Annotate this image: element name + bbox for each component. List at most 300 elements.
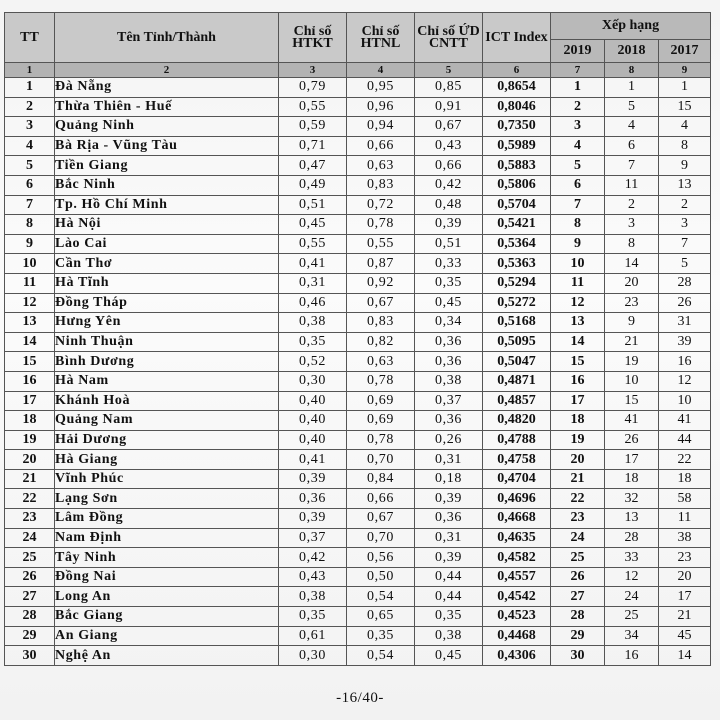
rank-2017: 5 — [659, 254, 711, 274]
htnl-value: 0,63 — [347, 156, 415, 176]
header-htkt: Chỉ số HTKT — [279, 13, 347, 63]
rank-2019: 8 — [551, 215, 605, 235]
table-row — [5, 293, 711, 313]
ict-index-value: 0,5704 — [483, 195, 551, 215]
udcntt-value: 0,37 — [415, 391, 483, 411]
table-row — [5, 215, 711, 235]
header-year-2019: 2019 — [551, 40, 605, 63]
htnl-value: 0,87 — [347, 254, 415, 274]
htnl-value: 0,66 — [347, 489, 415, 509]
rank-2019: 6 — [551, 175, 605, 195]
province-name: Hà Nam — [55, 371, 279, 391]
ict-index-value: 0,4758 — [483, 450, 551, 470]
ict-index-value: 0,5272 — [483, 293, 551, 313]
rank-2017: 31 — [659, 313, 711, 333]
rank-2018: 18 — [605, 469, 659, 489]
htnl-value: 0,69 — [347, 391, 415, 411]
province-name: Vĩnh Phúc — [55, 469, 279, 489]
ict-index-value: 0,5364 — [483, 234, 551, 254]
htnl-value: 0,55 — [347, 234, 415, 254]
rank-2017: 16 — [659, 352, 711, 372]
row-tt: 18 — [5, 411, 55, 431]
rank-2019: 2 — [551, 97, 605, 117]
row-tt: 20 — [5, 450, 55, 470]
header-province-name: Tên Tỉnh/Thành — [55, 13, 279, 63]
rank-2019: 11 — [551, 273, 605, 293]
table-body — [5, 78, 711, 666]
province-name: Cần Thơ — [55, 254, 279, 274]
rank-2019: 30 — [551, 646, 605, 666]
row-tt: 4 — [5, 136, 55, 156]
rank-2019: 4 — [551, 136, 605, 156]
province-name: Hà Nội — [55, 215, 279, 235]
udcntt-value: 0,39 — [415, 489, 483, 509]
rank-2017: 20 — [659, 567, 711, 587]
ict-index-value: 0,4820 — [483, 411, 551, 431]
htnl-value: 0,96 — [347, 97, 415, 117]
htkt-value: 0,41 — [279, 254, 347, 274]
ict-index-value: 0,5363 — [483, 254, 551, 274]
rank-2019: 5 — [551, 156, 605, 176]
rank-2018: 23 — [605, 293, 659, 313]
udcntt-value: 0,18 — [415, 469, 483, 489]
row-tt: 19 — [5, 430, 55, 450]
htnl-value: 0,56 — [347, 548, 415, 568]
rank-2018: 26 — [605, 430, 659, 450]
htnl-value: 0,72 — [347, 195, 415, 215]
htkt-value: 0,40 — [279, 391, 347, 411]
row-tt: 14 — [5, 332, 55, 352]
udcntt-value: 0,44 — [415, 587, 483, 607]
row-tt: 25 — [5, 548, 55, 568]
table-row — [5, 646, 711, 666]
htnl-value: 0,83 — [347, 175, 415, 195]
htnl-value: 0,54 — [347, 646, 415, 666]
table-row — [5, 587, 711, 607]
ict-index-value: 0,5047 — [483, 352, 551, 372]
udcntt-value: 0,42 — [415, 175, 483, 195]
header-rank-group: Xếp hạng — [551, 13, 711, 40]
htnl-value: 0,54 — [347, 587, 415, 607]
htkt-value: 0,39 — [279, 469, 347, 489]
ict-index-value: 0,5095 — [483, 332, 551, 352]
rank-2019: 22 — [551, 489, 605, 509]
row-tt: 22 — [5, 489, 55, 509]
rank-2018: 4 — [605, 117, 659, 137]
row-tt: 5 — [5, 156, 55, 176]
table-row — [5, 332, 711, 352]
rank-2018: 12 — [605, 567, 659, 587]
udcntt-value: 0,67 — [415, 117, 483, 137]
ict-index-value: 0,4582 — [483, 548, 551, 568]
rank-2017: 28 — [659, 273, 711, 293]
rank-2019: 23 — [551, 509, 605, 529]
table-row — [5, 175, 711, 195]
htnl-value: 0,66 — [347, 136, 415, 156]
rank-2017: 1 — [659, 78, 711, 98]
rank-2017: 45 — [659, 626, 711, 646]
province-name: Tp. Hồ Chí Minh — [55, 195, 279, 215]
rank-2019: 10 — [551, 254, 605, 274]
rank-2019: 20 — [551, 450, 605, 470]
udcntt-value: 0,36 — [415, 509, 483, 529]
table-row — [5, 489, 711, 509]
htkt-value: 0,43 — [279, 567, 347, 587]
table-row — [5, 234, 711, 254]
rank-2019: 24 — [551, 528, 605, 548]
htnl-value: 0,50 — [347, 567, 415, 587]
province-name: Bình Dương — [55, 352, 279, 372]
province-name: Bà Rịa - Vũng Tàu — [55, 136, 279, 156]
table-row — [5, 450, 711, 470]
udcntt-value: 0,34 — [415, 313, 483, 333]
rank-2019: 28 — [551, 607, 605, 627]
htnl-value: 0,67 — [347, 293, 415, 313]
rank-2019: 18 — [551, 411, 605, 431]
htnl-value: 0,78 — [347, 430, 415, 450]
htnl-value: 0,82 — [347, 332, 415, 352]
htnl-value: 0,78 — [347, 371, 415, 391]
header-year-2018: 2018 — [605, 40, 659, 63]
table-row — [5, 117, 711, 137]
ict-index-value: 0,4857 — [483, 391, 551, 411]
row-tt: 2 — [5, 97, 55, 117]
table-row — [5, 430, 711, 450]
htkt-value: 0,35 — [279, 607, 347, 627]
ict-index-value: 0,4468 — [483, 626, 551, 646]
row-tt: 11 — [5, 273, 55, 293]
ict-index-value: 0,7350 — [483, 117, 551, 137]
htkt-value: 0,37 — [279, 528, 347, 548]
province-name: Nghệ An — [55, 646, 279, 666]
table-row — [5, 509, 711, 529]
table-row — [5, 567, 711, 587]
province-name: Đồng Tháp — [55, 293, 279, 313]
row-tt: 27 — [5, 587, 55, 607]
ict-index-value: 0,4871 — [483, 371, 551, 391]
htkt-value: 0,40 — [279, 411, 347, 431]
rank-2017: 9 — [659, 156, 711, 176]
htkt-value: 0,55 — [279, 97, 347, 117]
province-name: Hà Giang — [55, 450, 279, 470]
udcntt-value: 0,39 — [415, 215, 483, 235]
province-name: Bắc Giang — [55, 607, 279, 627]
row-tt: 12 — [5, 293, 55, 313]
udcntt-value: 0,33 — [415, 254, 483, 274]
table-row — [5, 391, 711, 411]
column-number-row — [5, 63, 711, 78]
row-tt: 17 — [5, 391, 55, 411]
ict-index-value: 0,8046 — [483, 97, 551, 117]
rank-2017: 44 — [659, 430, 711, 450]
column-number: 2 — [55, 63, 279, 78]
rank-2019: 19 — [551, 430, 605, 450]
htnl-value: 0,63 — [347, 352, 415, 372]
rank-2018: 8 — [605, 234, 659, 254]
ict-index-value: 0,5989 — [483, 136, 551, 156]
province-name: Hưng Yên — [55, 313, 279, 333]
column-number: 8 — [605, 63, 659, 78]
ict-index-value: 0,4788 — [483, 430, 551, 450]
udcntt-value: 0,45 — [415, 646, 483, 666]
rank-2017: 3 — [659, 215, 711, 235]
ict-index-value: 0,4557 — [483, 567, 551, 587]
column-number: 4 — [347, 63, 415, 78]
htkt-value: 0,30 — [279, 371, 347, 391]
rank-2018: 32 — [605, 489, 659, 509]
row-tt: 9 — [5, 234, 55, 254]
column-number: 1 — [5, 63, 55, 78]
table-row — [5, 469, 711, 489]
row-tt: 10 — [5, 254, 55, 274]
rank-2018: 41 — [605, 411, 659, 431]
htkt-value: 0,49 — [279, 175, 347, 195]
rank-2019: 29 — [551, 626, 605, 646]
ict-index-value: 0,5421 — [483, 215, 551, 235]
rank-2017: 4 — [659, 117, 711, 137]
rank-2019: 1 — [551, 78, 605, 98]
rank-2019: 25 — [551, 548, 605, 568]
htnl-value: 0,84 — [347, 469, 415, 489]
htnl-value: 0,69 — [347, 411, 415, 431]
rank-2017: 23 — [659, 548, 711, 568]
rank-2019: 16 — [551, 371, 605, 391]
rank-2018: 5 — [605, 97, 659, 117]
udcntt-value: 0,38 — [415, 626, 483, 646]
row-tt: 13 — [5, 313, 55, 333]
header-htnl: Chỉ số HTNL — [347, 13, 415, 63]
rank-2017: 7 — [659, 234, 711, 254]
udcntt-value: 0,36 — [415, 352, 483, 372]
rank-2018: 14 — [605, 254, 659, 274]
table-row — [5, 352, 711, 372]
udcntt-value: 0,35 — [415, 273, 483, 293]
row-tt: 7 — [5, 195, 55, 215]
province-name: Bắc Ninh — [55, 175, 279, 195]
table-row — [5, 195, 711, 215]
province-name: Lào Cai — [55, 234, 279, 254]
province-name: Đồng Nai — [55, 567, 279, 587]
province-name: Khánh Hoà — [55, 391, 279, 411]
htkt-value: 0,38 — [279, 313, 347, 333]
htkt-value: 0,79 — [279, 78, 347, 98]
ict-ranking-table — [4, 12, 711, 666]
province-name: Quảng Ninh — [55, 117, 279, 137]
rank-2019: 17 — [551, 391, 605, 411]
rank-2017: 26 — [659, 293, 711, 313]
rank-2018: 25 — [605, 607, 659, 627]
table-row — [5, 528, 711, 548]
htkt-value: 0,36 — [279, 489, 347, 509]
rank-2019: 3 — [551, 117, 605, 137]
rank-2017: 18 — [659, 469, 711, 489]
htkt-value: 0,30 — [279, 646, 347, 666]
udcntt-value: 0,51 — [415, 234, 483, 254]
udcntt-value: 0,36 — [415, 411, 483, 431]
udcntt-value: 0,31 — [415, 528, 483, 548]
rank-2017: 41 — [659, 411, 711, 431]
column-number: 7 — [551, 63, 605, 78]
rank-2018: 34 — [605, 626, 659, 646]
udcntt-value: 0,31 — [415, 450, 483, 470]
htkt-value: 0,71 — [279, 136, 347, 156]
htkt-value: 0,47 — [279, 156, 347, 176]
htkt-value: 0,35 — [279, 332, 347, 352]
htkt-value: 0,59 — [279, 117, 347, 137]
rank-2017: 15 — [659, 97, 711, 117]
rank-2018: 7 — [605, 156, 659, 176]
province-name: An Giang — [55, 626, 279, 646]
row-tt: 8 — [5, 215, 55, 235]
udcntt-value: 0,39 — [415, 548, 483, 568]
rank-2019: 15 — [551, 352, 605, 372]
rank-2018: 17 — [605, 450, 659, 470]
row-tt: 23 — [5, 509, 55, 529]
page-number: -16/40- — [336, 690, 384, 706]
province-name: Tiền Giang — [55, 156, 279, 176]
htkt-value: 0,42 — [279, 548, 347, 568]
rank-2017: 8 — [659, 136, 711, 156]
rank-2017: 14 — [659, 646, 711, 666]
udcntt-value: 0,85 — [415, 78, 483, 98]
htkt-value: 0,45 — [279, 215, 347, 235]
province-name: Đà Nẵng — [55, 78, 279, 98]
rank-2017: 2 — [659, 195, 711, 215]
rank-2017: 22 — [659, 450, 711, 470]
province-name: Quảng Nam — [55, 411, 279, 431]
htnl-value: 0,70 — [347, 450, 415, 470]
province-name: Tây Ninh — [55, 548, 279, 568]
header-tt: TT — [5, 13, 55, 63]
rank-2017: 10 — [659, 391, 711, 411]
ict-index-value: 0,8654 — [483, 78, 551, 98]
udcntt-value: 0,38 — [415, 371, 483, 391]
table-row — [5, 626, 711, 646]
row-tt: 1 — [5, 78, 55, 98]
row-tt: 29 — [5, 626, 55, 646]
rank-2018: 3 — [605, 215, 659, 235]
table-row — [5, 607, 711, 627]
table-row — [5, 254, 711, 274]
htnl-value: 0,83 — [347, 313, 415, 333]
udcntt-value: 0,35 — [415, 607, 483, 627]
rank-2018: 15 — [605, 391, 659, 411]
row-tt: 21 — [5, 469, 55, 489]
rank-2019: 7 — [551, 195, 605, 215]
ict-index-value: 0,4306 — [483, 646, 551, 666]
ict-index-value: 0,4696 — [483, 489, 551, 509]
row-tt: 15 — [5, 352, 55, 372]
ict-index-value: 0,4523 — [483, 607, 551, 627]
udcntt-value: 0,45 — [415, 293, 483, 313]
htnl-value: 0,65 — [347, 607, 415, 627]
udcntt-value: 0,44 — [415, 567, 483, 587]
htkt-value: 0,41 — [279, 450, 347, 470]
rank-2018: 11 — [605, 175, 659, 195]
rank-2017: 21 — [659, 607, 711, 627]
rank-2018: 20 — [605, 273, 659, 293]
column-number: 6 — [483, 63, 551, 78]
header-year-2017: 2017 — [659, 40, 711, 63]
rank-2018: 19 — [605, 352, 659, 372]
htkt-value: 0,55 — [279, 234, 347, 254]
table-row — [5, 313, 711, 333]
table-row — [5, 78, 711, 98]
province-name: Thừa Thiên - Huế — [55, 97, 279, 117]
row-tt: 30 — [5, 646, 55, 666]
rank-2018: 1 — [605, 78, 659, 98]
rank-2018: 16 — [605, 646, 659, 666]
table-row — [5, 136, 711, 156]
rank-2017: 38 — [659, 528, 711, 548]
header-udcntt: Chỉ số ỨD CNTT — [415, 13, 483, 63]
table-row — [5, 548, 711, 568]
rank-2018: 33 — [605, 548, 659, 568]
rank-2017: 17 — [659, 587, 711, 607]
province-name: Lạng Sơn — [55, 489, 279, 509]
province-name: Long An — [55, 587, 279, 607]
column-number: 9 — [659, 63, 711, 78]
htnl-value: 0,95 — [347, 78, 415, 98]
rank-2019: 14 — [551, 332, 605, 352]
ict-index-value: 0,4704 — [483, 469, 551, 489]
row-tt: 24 — [5, 528, 55, 548]
htnl-value: 0,94 — [347, 117, 415, 137]
udcntt-value: 0,26 — [415, 430, 483, 450]
htkt-value: 0,38 — [279, 587, 347, 607]
rank-2017: 13 — [659, 175, 711, 195]
rank-2018: 6 — [605, 136, 659, 156]
ict-index-value: 0,4668 — [483, 509, 551, 529]
province-name: Nam Định — [55, 528, 279, 548]
ict-index-value: 0,5168 — [483, 313, 551, 333]
rank-2018: 24 — [605, 587, 659, 607]
rank-2018: 21 — [605, 332, 659, 352]
htkt-value: 0,39 — [279, 509, 347, 529]
htkt-value: 0,51 — [279, 195, 347, 215]
province-name: Lâm Đồng — [55, 509, 279, 529]
column-number: 5 — [415, 63, 483, 78]
row-tt: 28 — [5, 607, 55, 627]
udcntt-value: 0,66 — [415, 156, 483, 176]
row-tt: 16 — [5, 371, 55, 391]
rank-2018: 10 — [605, 371, 659, 391]
rank-2017: 39 — [659, 332, 711, 352]
ict-index-value: 0,5883 — [483, 156, 551, 176]
rank-2019: 13 — [551, 313, 605, 333]
table-row — [5, 156, 711, 176]
rank-2018: 28 — [605, 528, 659, 548]
ict-index-value: 0,5806 — [483, 175, 551, 195]
rank-2019: 9 — [551, 234, 605, 254]
rank-2019: 21 — [551, 469, 605, 489]
table-row — [5, 97, 711, 117]
province-name: Ninh Thuận — [55, 332, 279, 352]
udcntt-value: 0,91 — [415, 97, 483, 117]
htnl-value: 0,35 — [347, 626, 415, 646]
htkt-value: 0,46 — [279, 293, 347, 313]
ict-index-value: 0,4635 — [483, 528, 551, 548]
table-row — [5, 273, 711, 293]
rank-2017: 58 — [659, 489, 711, 509]
htkt-value: 0,31 — [279, 273, 347, 293]
column-number: 3 — [279, 63, 347, 78]
ict-index-value: 0,4542 — [483, 587, 551, 607]
htkt-value: 0,40 — [279, 430, 347, 450]
province-name: Hà Tĩnh — [55, 273, 279, 293]
province-name: Hải Dương — [55, 430, 279, 450]
rank-2018: 2 — [605, 195, 659, 215]
